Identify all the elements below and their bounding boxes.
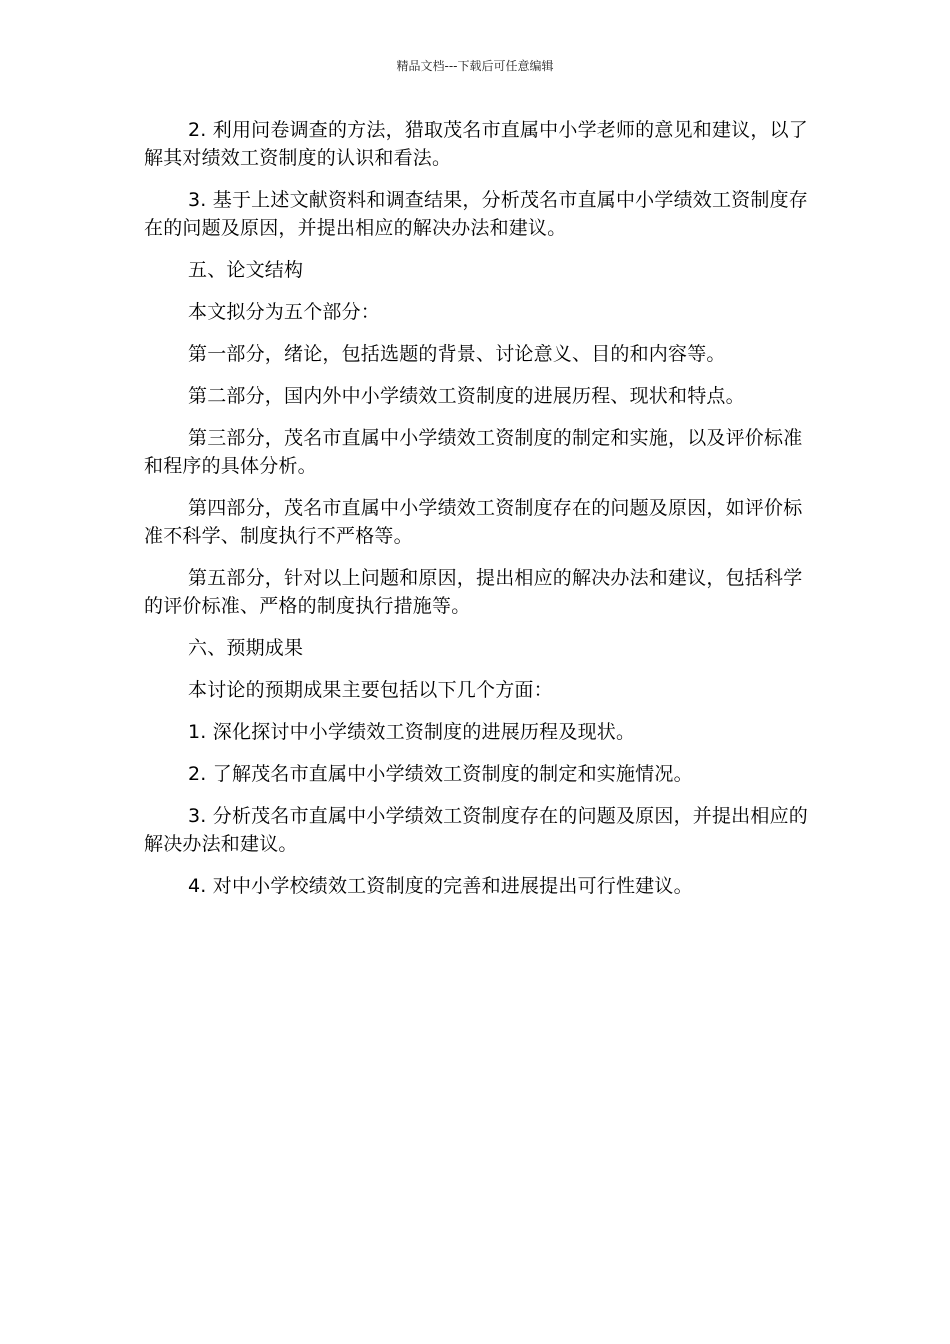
paragraph-method-analysis: 3. 基于上述文献资料和调查结果，分析茂名市直属中小学绩效工资制度存在的问题及原因，并提出相应的解决办法和建议。 xyxy=(144,189,808,239)
paragraph-part-one: 第一部分，绪论，包括选题的背景、讨论意义、目的和内容等。 xyxy=(188,343,726,365)
paragraph-part-four: 第四部分，茂名市直属中小学绩效工资制度存在的问题及原因，如评价标准不科学、制度执行不严格等。 xyxy=(144,497,803,547)
paragraph-method-questionnaire: 2. 利用问卷调查的方法，猎取茂名市直属中小学老师的意见和建议，以了解其对绩效工资制度的认识和看法。 xyxy=(144,119,808,169)
list-item-outcome-1: 1. 深化探讨中小学绩效工资制度的进展历程及现状。 xyxy=(188,721,636,743)
paragraph-part-five: 第五部分，针对以上问题和原因，提出相应的解决办法和建议，包括科学的评价标准、严格的制度执行措施等。 xyxy=(144,567,803,617)
section-heading-structure: 五、论文结构 xyxy=(188,259,304,281)
page-header: 精品文档---下载后可任意编辑 xyxy=(396,59,554,73)
paragraph-part-three: 第三部分，茂名市直属中小学绩效工资制度的制定和实施，以及评价标准和程序的具体分析。 xyxy=(144,427,803,477)
section-heading-outcomes: 六、预期成果 xyxy=(188,637,304,659)
list-item-outcome-2: 2. 了解茂名市直属中小学绩效工资制度的制定和实施情况。 xyxy=(188,763,693,785)
list-item-outcome-4: 4. 对中小学校绩效工资制度的完善和进展提出可行性建议。 xyxy=(188,875,693,897)
paragraph-part-two: 第二部分，国内外中小学绩效工资制度的进展历程、现状和特点。 xyxy=(188,385,745,407)
paragraph-outcomes-intro: 本讨论的预期成果主要包括以下几个方面： xyxy=(188,679,553,701)
list-item-outcome-3: 3. 分析茂名市直属中小学绩效工资制度存在的问题及原因，并提出相应的解决办法和建议。 xyxy=(144,805,808,855)
document-body xyxy=(144,116,808,914)
paragraph-structure-intro: 本文拟分为五个部分： xyxy=(188,301,381,323)
